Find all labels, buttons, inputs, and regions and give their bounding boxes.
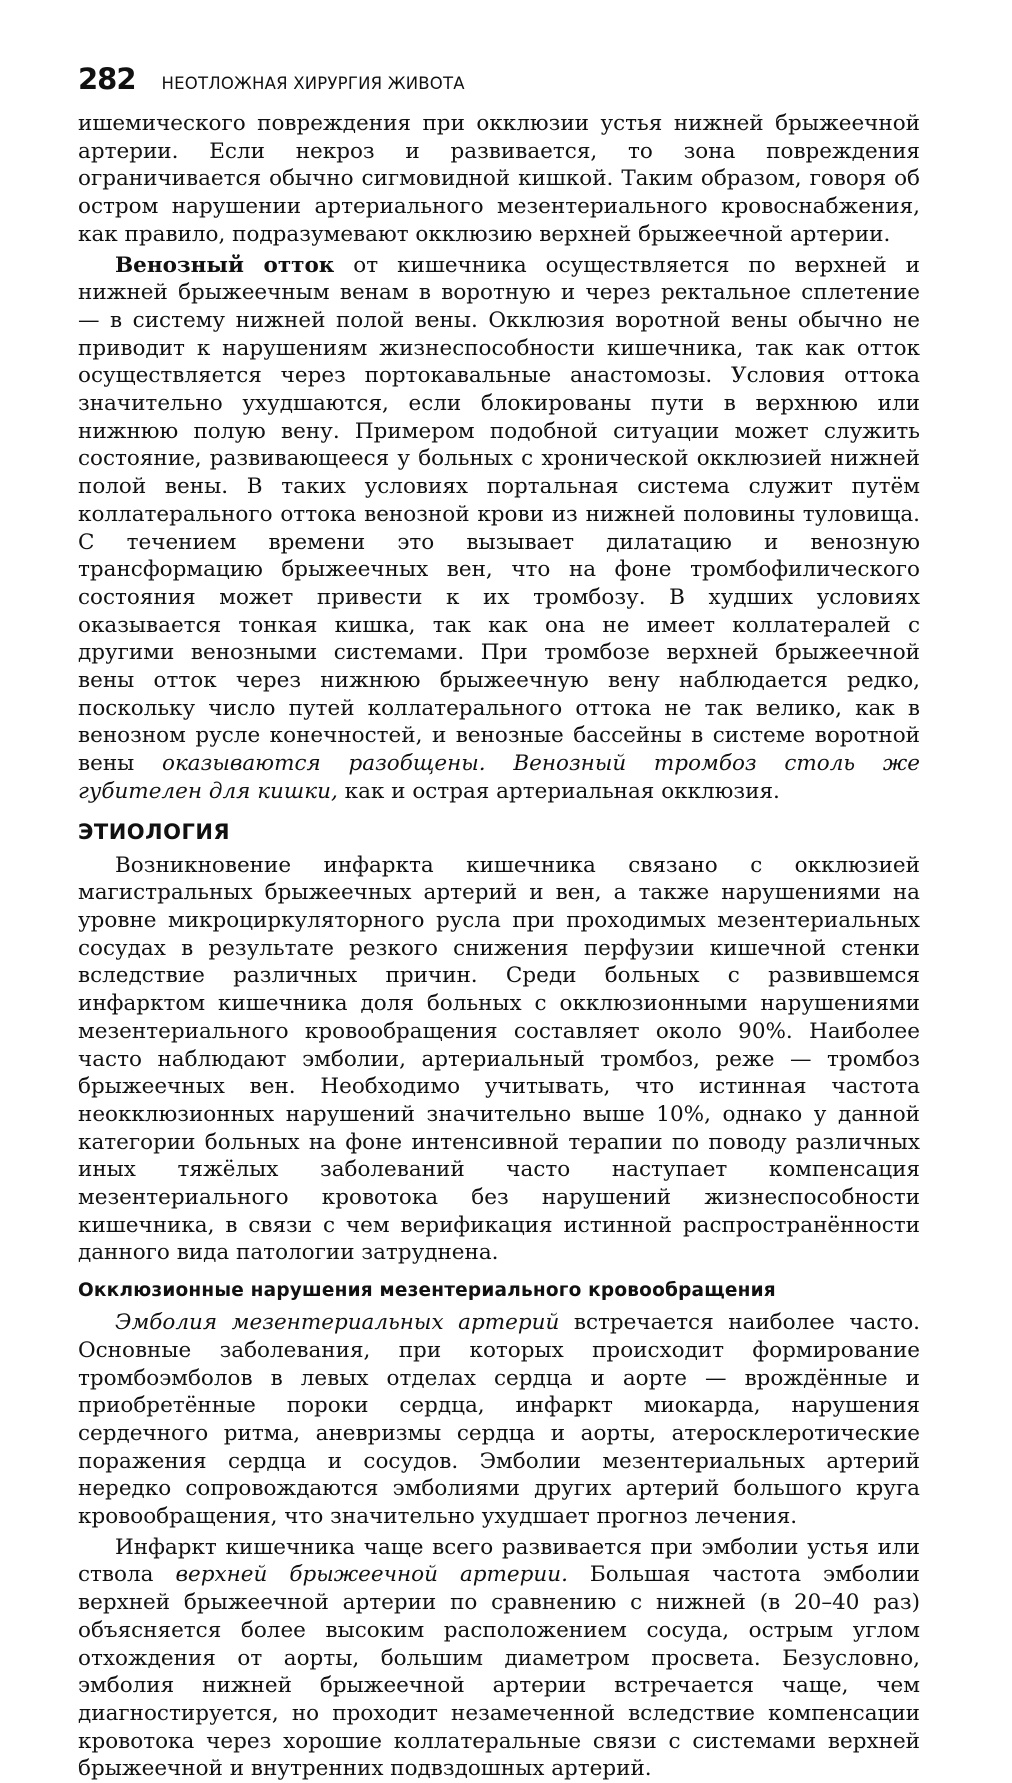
term-embolism: Эмболия мезентериальных артерий (115, 1310, 560, 1336)
paragraph-tail: Большая частота эмболии верхней брыжеечной артерии по сравнению с нижней (в 20–40 раз) объясняется более высоким расположением сосуда, острым углом отхождения от аорты, большим диаметром просвета. Безусловно, эмболия нижней брыжеечной артерии встречается чаще, чем диагностируется, но проходит незамеченной вследствие компенсации кровотока через хорошие коллатеральные связи с системами верхней брыжеечной и внутренних подвздошных артерий. (78, 1562, 920, 1782)
paragraph-text: от кишечника осуществляется по верхней и нижней брыжеечным венам в воротную и через ректальное сплетение — в систему нижней полой вены. Окклюзия воротной вены обычно не приводит к нарушениям жизнеспособности кишечника, так как отток осуществляется через портокавальные анастомозы. Условия оттока значительно ухудшаются, если блокированы пути в верхнюю или нижнюю полую вену. Примером подобной ситуации может служить состояние, развивающееся у больных с хронической окклюзией нижней полой вены. В таких условиях портальная система служит путём коллатерального оттока венозной крови из нижней половины туловища. С течением времени это вызывает дилатацию и венозную трансформацию брыжеечных вен, что на фоне тромбофилического состояния может привести к их тромбозу. В худших условиях оказывается тонкая кишка, так как она не имеет коллатералей с другими венозными системами. При тромбозе верхней брыжеечной вены отток через нижнюю брыжеечную вену наблюдается редко, поскольку число путей коллатерального оттока не так велико, как в венозном русле конечностей, и венозные бассейны в системе воротной вены (78, 252, 920, 777)
paragraph-text: встречается наиболее часто. Основные заболевания, при которых происходит формирование тромбоэмболов в левых отделах сердца и аорте — врождённые и приобретённые пороки сердца, инфаркт миокарда, нарушения сердечного ритма, аневризмы сердца и аорты, атеросклеротические поражения сердца и сосудов. Эмболии мезентериальных артерий нередко сопровождаются эмболиями других артерий большого круга кровообращения, что значительно ухудшает прогноз лечения. (78, 1310, 920, 1530)
italic-phrase: оказываются разобщены. Венозный тромбоз столь же губителен для кишки, (78, 751, 921, 804)
running-title: НЕОТЛОЖНАЯ ХИРУРГИЯ ЖИВОТА (161, 74, 465, 93)
page-number: 282 (78, 62, 136, 96)
paragraph-text: Инфаркт кишечника чаще всего развивается при эмболии устья или ствола (78, 1534, 920, 1588)
paragraph-embolism (78, 1309, 920, 1531)
term-superior-mesenteric-artery: верхней брыжеечной артерии. (175, 1562, 568, 1588)
paragraph-venous-outflow (78, 252, 920, 806)
paragraph-continued: ишемического повреждения при окклюзии устья нижней брыжеечной артерии. Если некроз и развивается, то зона повреждения ограничивается обычно сигмовидной кишкой. Таким образом, говоря об остром нарушении артериального мезентериального кровоснабжения, как правило, подразумевают окклюзию верхней брыжеечной артерии. (78, 111, 920, 247)
term-venous-outflow: Венозный отток (115, 252, 335, 278)
paragraph-tail: как и острая артериальная окклюзия. (337, 778, 780, 804)
section-heading: ЭТИОЛОГИЯ (78, 819, 231, 844)
subsection-heading: Окклюзионные нарушения мезентериального кровообращения (78, 1280, 776, 1302)
running-head (78, 62, 920, 110)
paragraph-infarction (78, 1534, 920, 1783)
book-page (78, 62, 921, 1782)
paragraph-etiology: Возникновение инфаркта кишечника связано с окклюзией магистральных брыжеечных артерий и вен, а также нарушениями на уровне микроциркуляторного русла при проходимых мезентериальных сосудах в результате резкого снижения перфузии кишечной стенки вследствие различных причин. Среди больных с развившемся инфарктом кишечника доля больных с окклюзионными нарушениями мезентериального кровообращения составляет около 90%. Наиболее часто наблюдают эмболии, артериальный тромбоз, реже — тромбоз брыжеечных вен. Необходимо учитывать, что истинная частота неокклюзионных нарушений значительно выше 10%, однако у данной категории больных на фоне интенсивной терапии по поводу различных иных тяжёлых заболеваний часто наступает компенсация мезентериального кровотока без нарушений жизнеспособности кишечника, в связи с чем верификация истинной распространённости данного вида патологии затруднена. (78, 852, 920, 1266)
